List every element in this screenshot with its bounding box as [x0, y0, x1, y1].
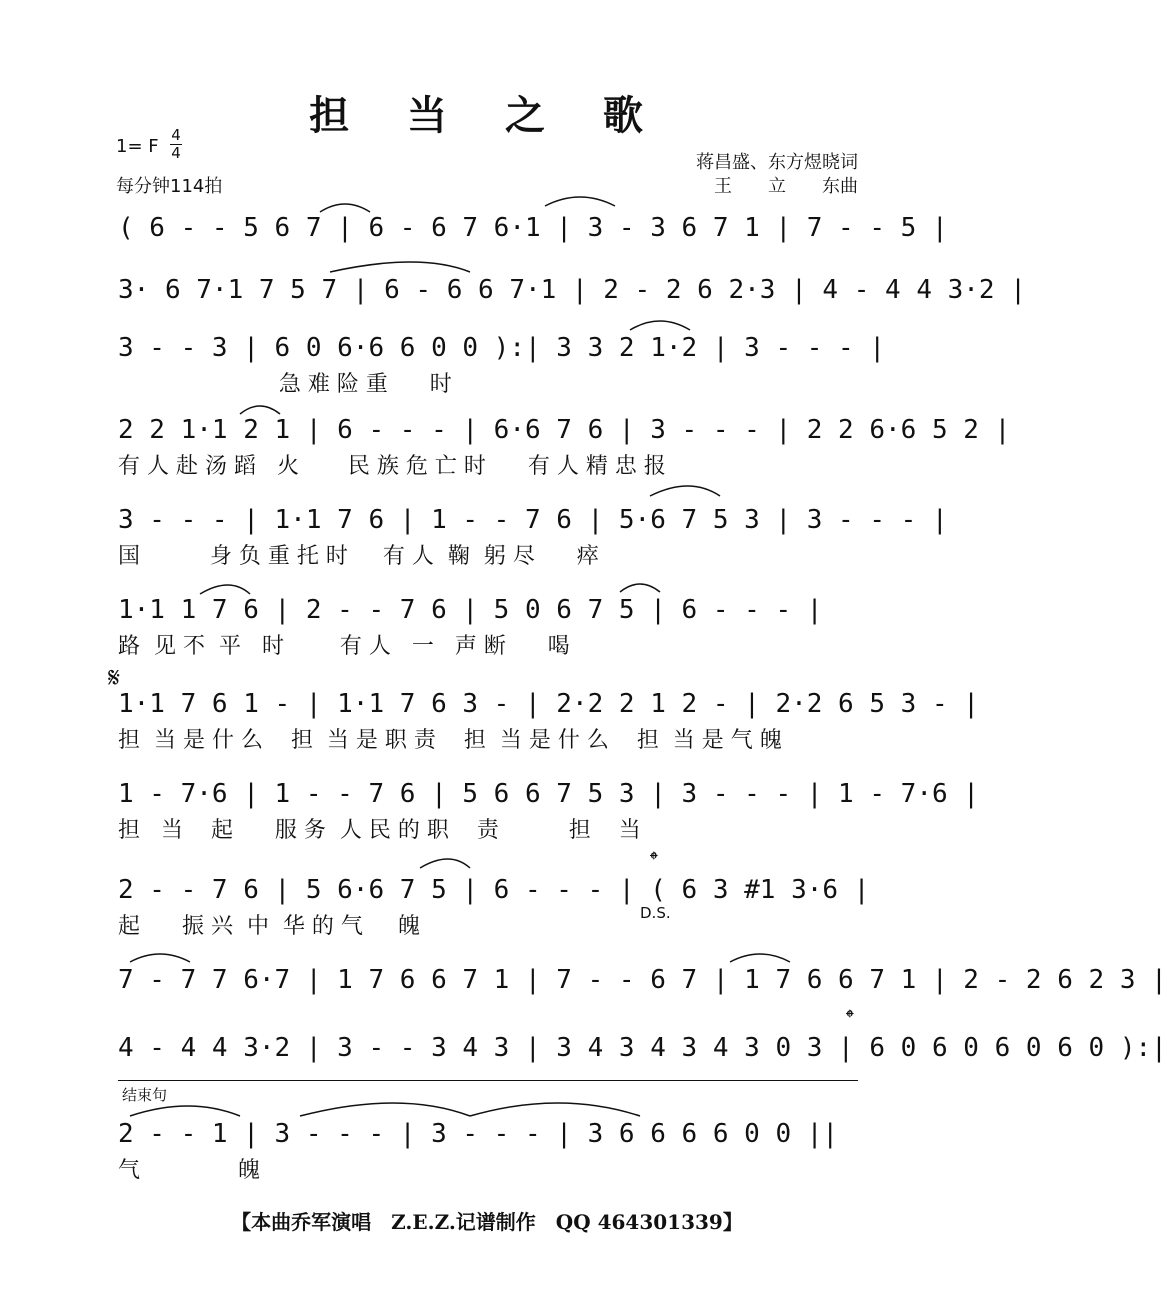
key-signature: 1= F	[116, 136, 159, 157]
coda-sign: 𝄌	[650, 848, 658, 873]
score-line-9	[118, 870, 870, 946]
score-line-10	[118, 960, 1167, 1036]
lyrics-line: 急 难 险 重 时	[118, 372, 452, 397]
notation-line: 2 - - 7 6 | 5 6·6 7 5 | 6 - - - | ( 6 3 #1 3·6 |	[118, 875, 870, 905]
notation-line: 1 - 7·6 | 1 - - 7 6 | 5 6 6 7 5 3 | 3 - - - | 1 - 7·6 |	[118, 779, 979, 809]
song-title: 担 当 之 歌	[309, 92, 665, 139]
notation-line: 3 - - 3 | 6 0 6·6 6 0 0 ):| 3 3 2 1·2 | 3 - - - |	[118, 333, 886, 363]
lyrics-line: 担 当 是 什 么 担 当 是 职 责 担 当 是 什 么 担 当 是 气 魄	[118, 728, 782, 753]
notation-line: 3· 6 7·1 7 5 7 | 6 - 6 6 7·1 | 2 - 2 6 2·3 | 4 - 4 4 3·2 |	[118, 275, 1026, 305]
tempo-marking: 每分钟114拍	[116, 176, 223, 197]
lyrics-line: 担 当 起 服 务 人 民 的 职 责 担 当	[118, 818, 641, 843]
score-line-5	[118, 500, 948, 576]
score-line-7	[118, 684, 979, 760]
notation-line: 1·1 7 6 1 - | 1·1 7 6 3 - | 2·2 2 1 2 - | 2·2 6 5 3 - |	[118, 689, 979, 719]
lyricist-credit: 蒋昌盛、东方煜晓词	[696, 152, 858, 173]
notation-line: 2 2 1·1 2 1 | 6 - - - | 6·6 7 6 | 3 - - - | 2 2 6·6 5 2 |	[118, 415, 1011, 445]
time-signature	[170, 128, 182, 161]
lyrics-line: 有 人 赴 汤 蹈 火 民 族 危 亡 时 有 人 精 忠 报	[118, 454, 666, 479]
notation-line: ( 6 - - 5 6 7 | 6 - 6 7 6·1 | 3 - 3 6 7 1 | 7 - - 5 |	[118, 213, 948, 243]
score-line-11	[118, 1028, 1167, 1104]
notation-line: 7 - 7 7 6·7 | 1 7 6 6 7 1 | 7 - - 6 7 | 1 7 6 6 7 1 | 2 - 2 6 2 3 |	[118, 965, 1167, 995]
notation-line: 3 - - - | 1·1 7 6 | 1 - - 7 6 | 5·6 7 5 3 | 3 - - - |	[118, 505, 948, 535]
ending-label: 结束句	[122, 1086, 168, 1104]
ending-bracket	[118, 1080, 858, 1081]
score-line-4	[118, 410, 1011, 486]
footer-credit: 【本曲乔军演唱 Z.E.Z.记谱制作 QQ 464301339】	[231, 1210, 743, 1234]
ds-marking: D.S.	[640, 904, 671, 922]
segno-sign: 𝄋	[108, 661, 121, 694]
notation-line: 4 - 4 4 3·2 | 3 - - 3 4 3 | 3 4 3 4 3 4 3 0 3 | 6 0 6 0 6 0 6 0 ):|	[118, 1033, 1167, 1063]
score-line-8	[118, 774, 979, 850]
time-signature-top: 4	[171, 126, 181, 144]
lyrics-line	[118, 1070, 862, 1100]
coda-sign-2: 𝄌	[846, 1006, 854, 1031]
time-signature-bottom: 4	[171, 144, 181, 162]
score-line-6	[118, 590, 862, 666]
score-line-3	[118, 328, 886, 404]
lyrics-line: 国 身 负 重 托 时 有 人 鞠 躬 尽 瘁	[118, 544, 599, 569]
composer-credit: 王 立 东曲	[714, 176, 858, 197]
notation-line: 1·1 1 7 6 | 2 - - 7 6 | 5 0 6 7 5 | 6 - - - |	[118, 595, 823, 625]
lyrics-line: 起 振 兴 中 华 的 气 魄	[118, 914, 420, 939]
lyrics-line: 气 魄	[118, 1158, 260, 1183]
score-line-12	[118, 1114, 862, 1190]
lyrics-line: 路 见 不 平 时 有 人 一 声 断 喝	[118, 634, 570, 659]
notation-line: 2 - - 1 | 3 - - - | 3 - - - | 3 6 6 6 6 0 0 ||	[118, 1119, 839, 1149]
